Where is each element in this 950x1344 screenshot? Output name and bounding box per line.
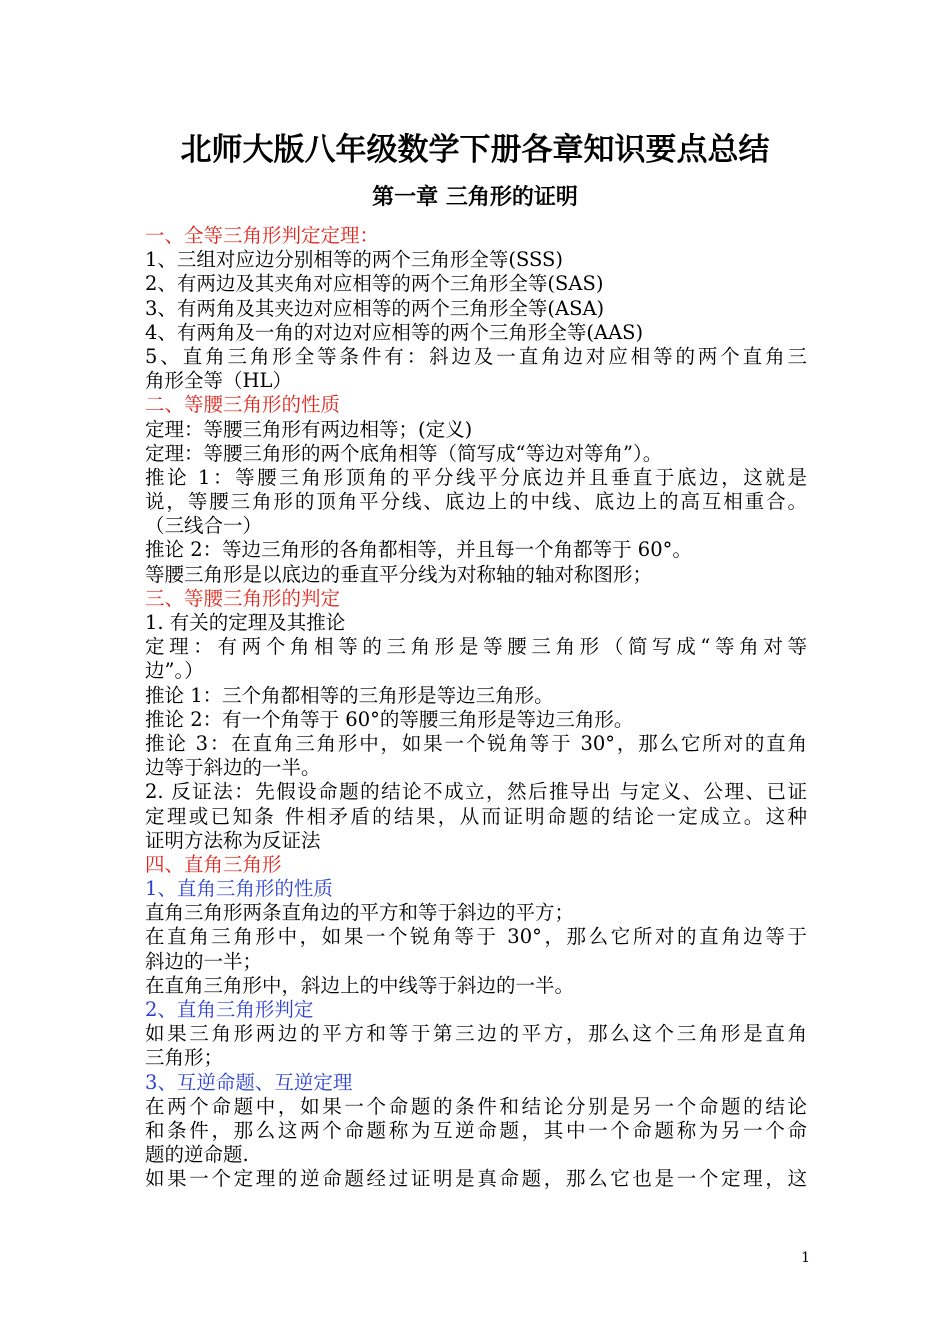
text-line: 推论 1：等腰三角形顶角的平分线平分底边并且垂直于底边，这就是 [145,465,807,489]
text-line: 1. 有关的定理及其推论 [145,611,346,634]
text-line: 在两个命题中，如果一个命题的条件和结论分别是另一个命题的结论 [145,1094,807,1118]
text-line: 如果一个定理的逆命题经过证明是真命题，那么它也是一个定理，这 [145,1167,807,1191]
text-line: 2、有两边及其夹角对应相等的两个三角形全等(SAS) [145,272,604,296]
text-line: 等腰三角形是以底边的垂直平分线为对称轴的轴对称图形； [145,562,653,586]
text-line: 在直角三角形中，如果一个锐角等于 30°，那么它所对的直角边等于 [145,925,807,949]
text-line: 推论 2：有一个角等于 60°的等腰三角形是等边三角形。 [145,707,634,731]
text-line: 推论 1：三个角都相等的三角形是等边三角形。 [145,683,554,707]
text-line: 定理：等腰三角形的两个底角相等（简写成“等边对等角”）。 [145,441,663,465]
text-line: 直角三角形两条直角边的平方和等于斜边的平方； [145,901,575,925]
text-line: 说，等腰三角形的顶角平分线、底边上的中线、底边上的高互相重合。 [145,490,807,514]
document-body [145,224,807,1192]
text-line: 定理或已知条 件相矛盾的结果，从而证明命题的结论一定成立。这种 [145,804,807,828]
text-line: （三线合一） [145,514,263,538]
text-line: 推论 3：在直角三角形中，如果一个锐角等于 30°，那么它所对的直角 [145,731,807,755]
text-line: 如果三角形两边的平方和等于第三边的平方，那么这个三角形是直角 [145,1022,807,1046]
section-heading: 2、直角三角形判定 [145,998,314,1021]
text-line: 5、直角三角形全等条件有：斜边及一直角边对应相等的两个直角三 [145,344,807,368]
text-line: 角形全等（HL） [145,369,292,393]
section-heading: 3、互逆命题、互逆定理 [145,1070,353,1094]
text-line: 1、三组对应边分别相等的两个三角形全等(SSS) [145,248,564,272]
section-heading: 三、等腰三角形的判定 [145,586,341,610]
chapter-title: 第一章 三角形的证明 [372,185,578,210]
section-heading: 二、等腰三角形的性质 [145,393,341,417]
document-title: 北师大版八年级数学下册各章知识要点总结 [180,132,770,168]
text-line: 证明方法称为反证法 [145,828,321,852]
text-line: 边等于斜边的一半。 [145,756,321,780]
text-line: 在直角三角形中，斜边上的中线等于斜边的一半。 [145,973,575,997]
text-line: 边”。） [145,659,204,683]
text-line: 4、有两角及一角的对边对应相等的两个三角形全等(AAS) [145,320,644,344]
text-line: 推论 2：等边三角形的各角都相等，并且每一个角都等于 60°。 [145,538,692,562]
section-heading: 四、直角三角形 [145,852,282,876]
text-line: 三角形； [145,1046,224,1070]
section-heading: 一、全等三角形判定定理： [145,224,380,247]
page-number: 1 [801,1250,810,1266]
text-line: 定理：有两个角相等的三角形是等腰三角形（简写成“等角对等 [145,635,807,659]
text-line: 斜边的一半； [145,949,263,973]
text-line: 2. 反证法：先假设命题的结论不成立，然后推导出 与定义、公理、已证 [145,780,807,804]
section-heading: 1、直角三角形的性质 [145,877,333,901]
text-line: 定理：等腰三角形有两边相等；(定义) [145,417,473,441]
text-line: 题的逆命题. [145,1143,249,1167]
text-line: 3、有两角及其夹边对应相等的两个三角形全等(ASA) [145,296,605,320]
text-line: 和条件，那么这两个命题称为互逆命题，其中一个命题称为另一个命 [145,1118,807,1142]
